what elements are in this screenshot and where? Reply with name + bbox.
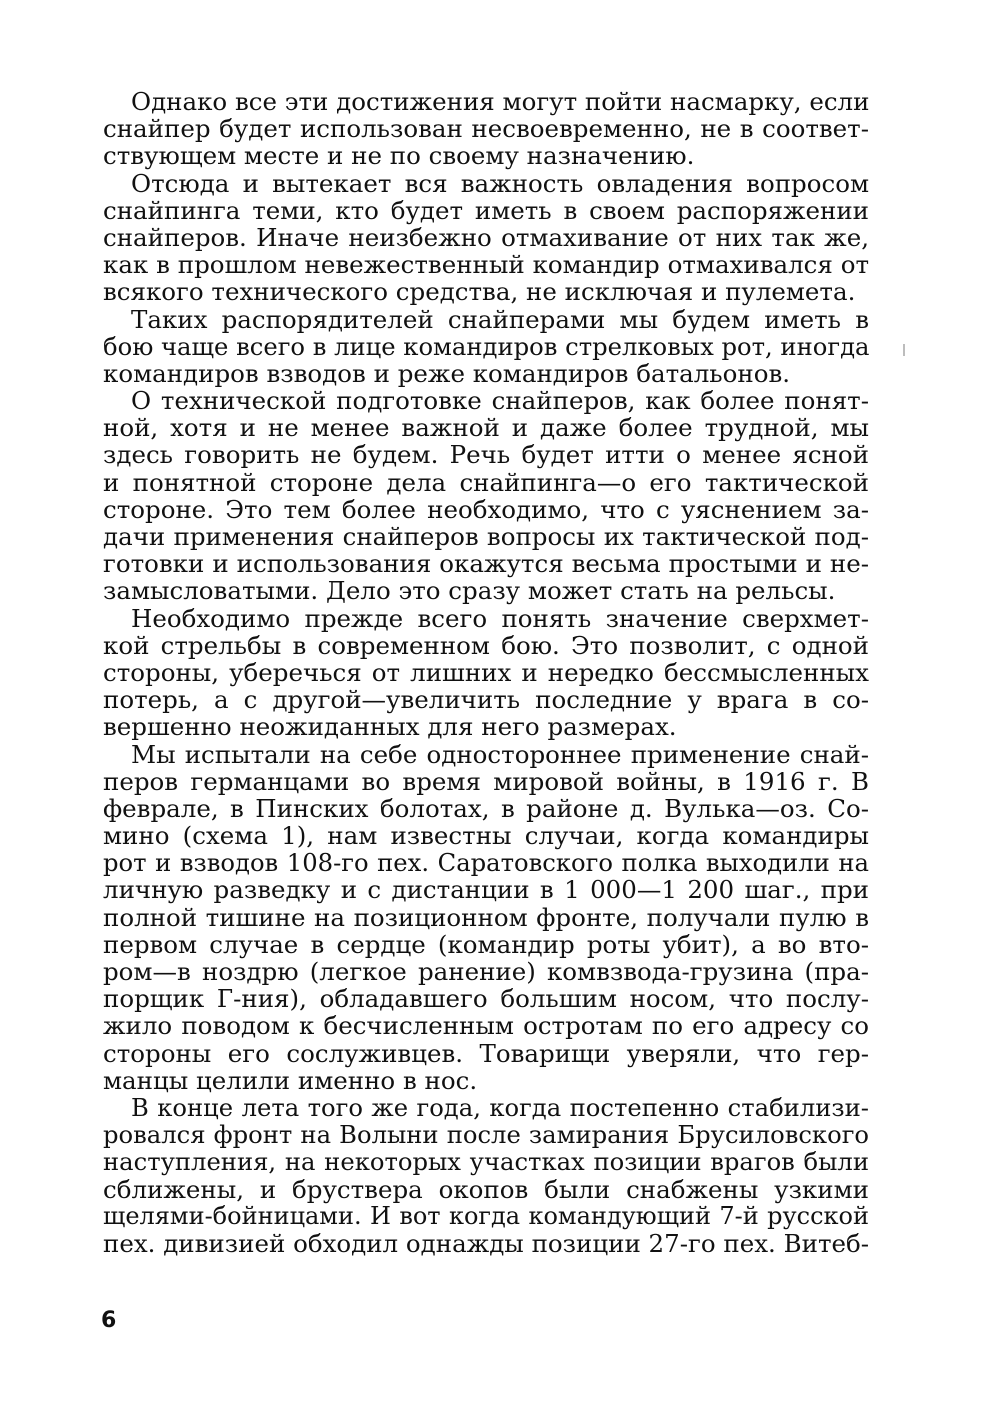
text-line: рот и взводов 108-го пех. Саратовского полка выходили на xyxy=(103,848,869,878)
text-line: и понятной стороне дела снайпинга—о его тактической xyxy=(103,467,869,497)
paragraph xyxy=(103,88,869,170)
text-line: кой стрельбы в современном бою. Это позволит, с одной xyxy=(103,630,869,660)
text-line: Отсюда и вытекает вся важность овладения вопросом xyxy=(131,168,869,198)
text-line: Мы испытали на себе одностороннее применение снай- xyxy=(131,739,869,769)
text-line: порщик Г-ния), обладавшего большим носом, что послу- xyxy=(103,984,869,1014)
text-line: пех. дивизией обходил однажды позиции 27-го пех. Витеб- xyxy=(103,1228,870,1258)
text-line: мино (схема 1), нам известны случаи, когда командиры xyxy=(103,821,869,851)
text-line: командиров взводов и реже командиров батальонов. xyxy=(103,358,791,388)
text-line: ром—в ноздрю (легкое ранение) комвзвода-грузина (пра- xyxy=(103,957,869,986)
text-line: снайперов. Иначе неизбежно отмахивание от них так же, xyxy=(103,222,869,252)
text-line: полной тишине на позиционном фронте, получали пулю в xyxy=(103,902,869,932)
text-line: готовки и использования окажутся весьма простыми и не- xyxy=(103,549,869,579)
text-line: манцы целили именно в нос. xyxy=(103,1065,478,1095)
text-line: личную разведку и с дистанции в 1 000—1 200 шаг., при xyxy=(103,875,869,905)
body-text xyxy=(103,88,869,1257)
text-line: щелями-бойницами. И вот когда командующий 7-й русской xyxy=(103,1201,869,1230)
text-line: ровался фронт на Волыни после замирания Брусиловского xyxy=(103,1120,869,1150)
page-number: 6 xyxy=(101,1308,117,1333)
text-line: ной, хотя и не менее важной и даже более трудной, мы xyxy=(103,413,869,443)
text-line: замысловатыми. Дело это сразу может стать на рельсы. xyxy=(103,576,836,606)
paragraph xyxy=(103,741,869,1094)
text-line: дачи применения снайперов вопросы их тактической под- xyxy=(103,522,869,551)
text-line: О технической подготовке снайперов, как более понят- xyxy=(131,386,869,416)
text-line: сближены, и бруствера окопов были снабжены узкими xyxy=(103,1174,869,1204)
text-line: Необходимо прежде всего понять значение сверхмет- xyxy=(131,603,869,633)
text-line: потерь, а с другой—увеличить последние у врага в со- xyxy=(103,685,869,715)
text-line: стороне. Это тем более необходимо, что с уяснением за- xyxy=(103,494,869,524)
text-line: здесь говорить не будем. Речь будет итти о менее ясной xyxy=(103,440,869,470)
text-line: ствующем месте и не по своему назначению. xyxy=(103,141,695,171)
text-line: наступления, на некоторых участках позиции врагов были xyxy=(103,1147,869,1177)
text-line: В конце лета того же года, когда постепенно стабилизи- xyxy=(131,1092,869,1122)
text-line: стороны, уберечься от лишних и нередко бессмысленных xyxy=(103,657,869,687)
paragraph xyxy=(103,306,869,388)
text-line: всякого технического средства, не исключая и пулемета. xyxy=(103,277,856,307)
text-line: снайпинга теми, кто будет иметь в своем распоряжении xyxy=(103,195,869,225)
text-line: Однако все эти достижения могут пойти насмарку, если xyxy=(131,87,870,116)
paragraph xyxy=(103,605,869,741)
paragraph xyxy=(103,170,869,306)
text-line: бою чаще всего в лице командиров стрелковых рот, иногда xyxy=(103,331,870,361)
text-line: как в прошлом невежественный командир отмахивался от xyxy=(103,250,869,280)
paragraph xyxy=(103,1094,869,1257)
text-line: стороны его сослуживцев. Товарищи уверяли, что гер- xyxy=(103,1038,869,1068)
text-line: Таких распорядителей снайперами мы будем иметь в xyxy=(131,304,869,334)
text-line: перов германцами во время мировой войны, в 1916 г. В xyxy=(103,766,869,796)
text-line: снайпер будет использован несвоевременно, не в соответ- xyxy=(103,114,869,144)
text-line: вершенно неожиданных для него размерах. xyxy=(103,712,677,742)
margin-mark xyxy=(903,344,905,356)
text-line: жило поводом к бесчисленным остротам по его адресу со xyxy=(103,1011,869,1041)
text-line: первом случае в сердце (командир роты убит), а во вто- xyxy=(103,929,869,959)
paragraph xyxy=(103,387,869,605)
text-line: феврале, в Пинских болотах, в районе д. Вулька—оз. Со- xyxy=(103,793,869,823)
